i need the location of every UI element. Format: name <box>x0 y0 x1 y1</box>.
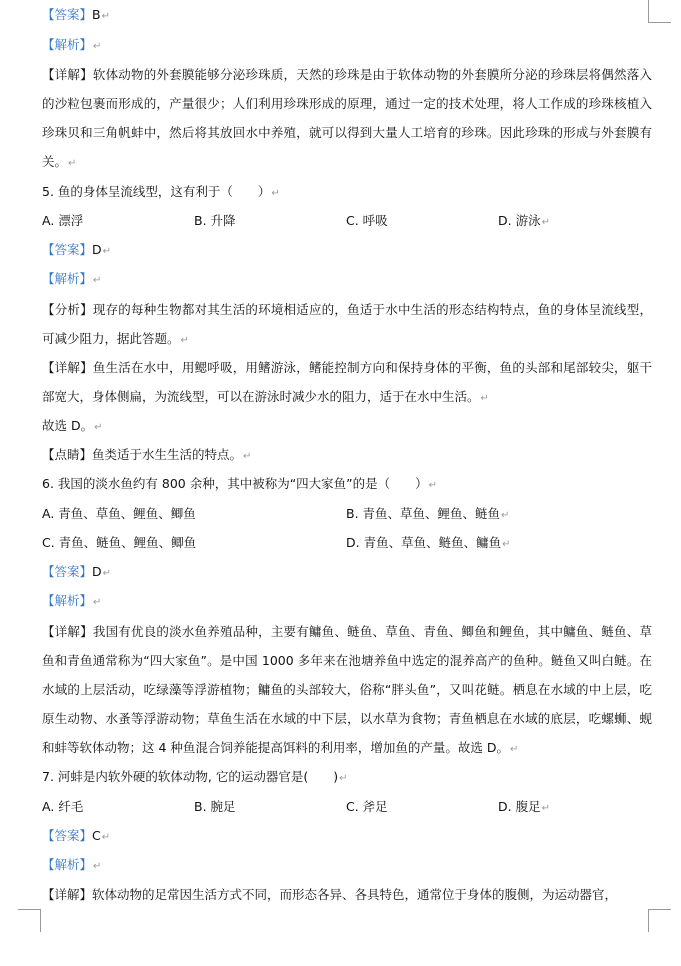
answer-tag: 【答案】 <box>42 242 93 257</box>
q6-option-b-text: B. 青鱼、草鱼、鲤鱼、鲢鱼 <box>346 506 501 521</box>
q5-dianjing-text: 鱼类适于水生生活的特点。 <box>92 447 243 462</box>
answer-tag: 【答案】 <box>42 7 93 22</box>
paragraph-mark-icon: ↵ <box>101 832 111 843</box>
q5-answer-line <box>42 242 111 260</box>
q6-stem-text: 6. 我国的淡水鱼约有 800 余种，其中被称为“四大家鱼”的是（ ） <box>42 476 428 491</box>
q5-option-a: A. 漂浮 <box>42 213 84 228</box>
paragraph-mark-icon: ↵ <box>428 480 438 491</box>
q5-option-c: C. 呼吸 <box>346 213 388 228</box>
q6-option-d <box>346 535 510 553</box>
q6-option-a: A. 青鱼、草鱼、鲤鱼、鲫鱼 <box>42 506 196 521</box>
q4-answer-line <box>42 7 110 25</box>
q7-option-c: C. 斧足 <box>346 799 388 814</box>
fenxi-tag: 【分析】 <box>42 302 93 317</box>
q4-analysis-line <box>42 37 101 55</box>
analysis-tag: 【解析】 <box>42 271 93 286</box>
paragraph-mark-icon: ↵ <box>501 510 510 521</box>
q4-detail-text: 软体动物的外套膜能够分泌珍珠质，天然的珍珠是由于软体动物的外套膜所分泌的珍珠层将偶然落入的沙粒包裹而形成的，产量很少；人们利用珍珠形成的原理，通过一定的技术处理，将人工作成的珍珠核植入珍珠贝和三角帆蚌中，然后将其放回水中养殖，就可以得到大量人工培育的珍珠。因此珍珠的形成与外套膜有关。 <box>42 67 652 169</box>
q6-detail-text: 我国有优良的淡水鱼养殖品种，主要有鳙鱼、鲢鱼、草鱼、青鱼、鲫鱼和鲤鱼，其中鳙鱼、鲢鱼、草鱼和青鱼通常称为“四大家鱼”。是中国 1000 多年来在池塘养鱼中选定的混养高产的鱼种。鲢鱼又叫白鲢。在水域的上层活动，吃绿藻等浮游植物；鳙鱼的头部较大，俗称“胖头鱼”，又叫花鲢。栖息在水域的中上层，吃原生动物、水蚤等浮游动物；草鱼生活在水域的中下层，以水草为食物；青鱼栖息在水域的底层，吃螺蛳、蚬和蚌等软体动物；这 4 种鱼混合饲养能提高饵料的利用率，增加鱼的产量。故选 D。 <box>42 624 652 755</box>
q6-analysis-line <box>42 593 101 611</box>
q4-answer: B <box>92 7 101 22</box>
paragraph-mark-icon: ↵ <box>180 335 189 346</box>
paragraph-mark-icon: ↵ <box>93 861 102 872</box>
paragraph-mark-icon: ↵ <box>93 41 102 52</box>
paragraph-mark-icon: ↵ <box>68 158 77 169</box>
q6-option-c: C. 青鱼、鲢鱼、鲤鱼、鲫鱼 <box>42 535 197 550</box>
paragraph-mark-icon: ↵ <box>480 393 489 404</box>
paragraph-mark-icon: ↵ <box>94 422 103 433</box>
analysis-tag: 【解析】 <box>42 593 93 608</box>
analysis-tag: 【解析】 <box>42 37 93 52</box>
q6-detail-paragraph <box>42 617 652 764</box>
paragraph-mark-icon: ↵ <box>502 539 511 550</box>
q5-option-d <box>498 213 550 231</box>
paragraph-mark-icon: ↵ <box>339 773 348 784</box>
analysis-tag: 【解析】 <box>42 857 93 872</box>
q6-answer-line <box>42 564 111 582</box>
q5-fenxi-text: 现存的每种生物都对其生活的环境相适应的，鱼适于水中生活的形态结构特点，鱼的身体呈流线型，可减少阻力，据此答题。 <box>42 302 652 346</box>
q5-detail-paragraph <box>42 353 652 413</box>
paragraph-mark-icon: ↵ <box>510 744 519 755</box>
q7-answer-line <box>42 828 110 846</box>
q5-option-b: B. 升降 <box>194 213 236 228</box>
q7-option-d-text: D. 腹足 <box>498 799 541 814</box>
q6-option-d-text: D. 青鱼、草鱼、鲢鱼、鳙鱼 <box>346 535 502 550</box>
q5-option-d-text: D. 游泳 <box>498 213 541 228</box>
answer-tag: 【答案】 <box>42 564 93 579</box>
paragraph-mark-icon: ↵ <box>541 803 550 814</box>
q5-dianjing-line <box>42 447 251 465</box>
q7-analysis-line <box>42 857 101 875</box>
detail-tag: 【详解】 <box>42 67 93 82</box>
answer-tag: 【答案】 <box>42 828 93 843</box>
paragraph-mark-icon: ↵ <box>102 246 112 257</box>
q7-option-d <box>498 799 550 817</box>
q7-option-a: A. 纤毛 <box>42 799 84 814</box>
page-corner-mark-bottom-left <box>18 909 41 932</box>
q5-conclusion <box>42 418 103 436</box>
q7-detail-paragraph <box>42 880 652 909</box>
detail-tag: 【详解】 <box>42 887 93 902</box>
paragraph-mark-icon: ↵ <box>102 568 112 579</box>
q5-stem-text: 5. 鱼的身体呈流线型，这有利于（ ） <box>42 184 271 199</box>
q5-detail-text: 鱼生活在水中，用鳃呼吸，用鳍游泳，鳍能控制方向和保持身体的平衡，鱼的头部和尾部较尖，躯干部宽大，身体侧扁，为流线型，可以在游泳时减少水的阻力，适于在水中生活。 <box>42 360 652 404</box>
dianjing-tag: 【点睛】 <box>42 447 93 462</box>
paragraph-mark-icon: ↵ <box>101 11 110 22</box>
paragraph-mark-icon: ↵ <box>243 451 252 462</box>
q5-analysis-line <box>42 271 101 289</box>
paragraph-mark-icon: ↵ <box>93 597 102 608</box>
q7-stem <box>42 769 348 787</box>
detail-tag: 【详解】 <box>42 624 93 639</box>
page-corner-mark-bottom-right <box>648 909 671 932</box>
q6-stem <box>42 476 437 494</box>
q7-stem-text: 7. 河蚌是内软外硬的软体动物, 它的运动器官是( ) <box>42 769 339 784</box>
paragraph-mark-icon: ↵ <box>541 217 550 228</box>
q7-answer: C <box>92 828 101 843</box>
q7-option-b: B. 腕足 <box>194 799 236 814</box>
detail-tag: 【详解】 <box>42 360 93 375</box>
q5-conclusion-text: 故选 D。 <box>42 418 94 433</box>
paragraph-mark-icon: ↵ <box>271 188 280 199</box>
q5-stem <box>42 184 280 202</box>
q7-detail-text: 软体动物的足常因生活方式不同，而形态各异、各具特色，通常位于身体的腹侧，为运动器官， <box>92 887 618 902</box>
q6-option-b <box>346 506 509 524</box>
q4-detail-paragraph <box>42 60 652 178</box>
q5-answer: D <box>92 242 102 257</box>
q6-answer: D <box>92 564 102 579</box>
paragraph-mark-icon: ↵ <box>93 275 102 286</box>
page-corner-mark-top-right <box>648 0 671 23</box>
q5-fenxi-paragraph <box>42 295 652 355</box>
